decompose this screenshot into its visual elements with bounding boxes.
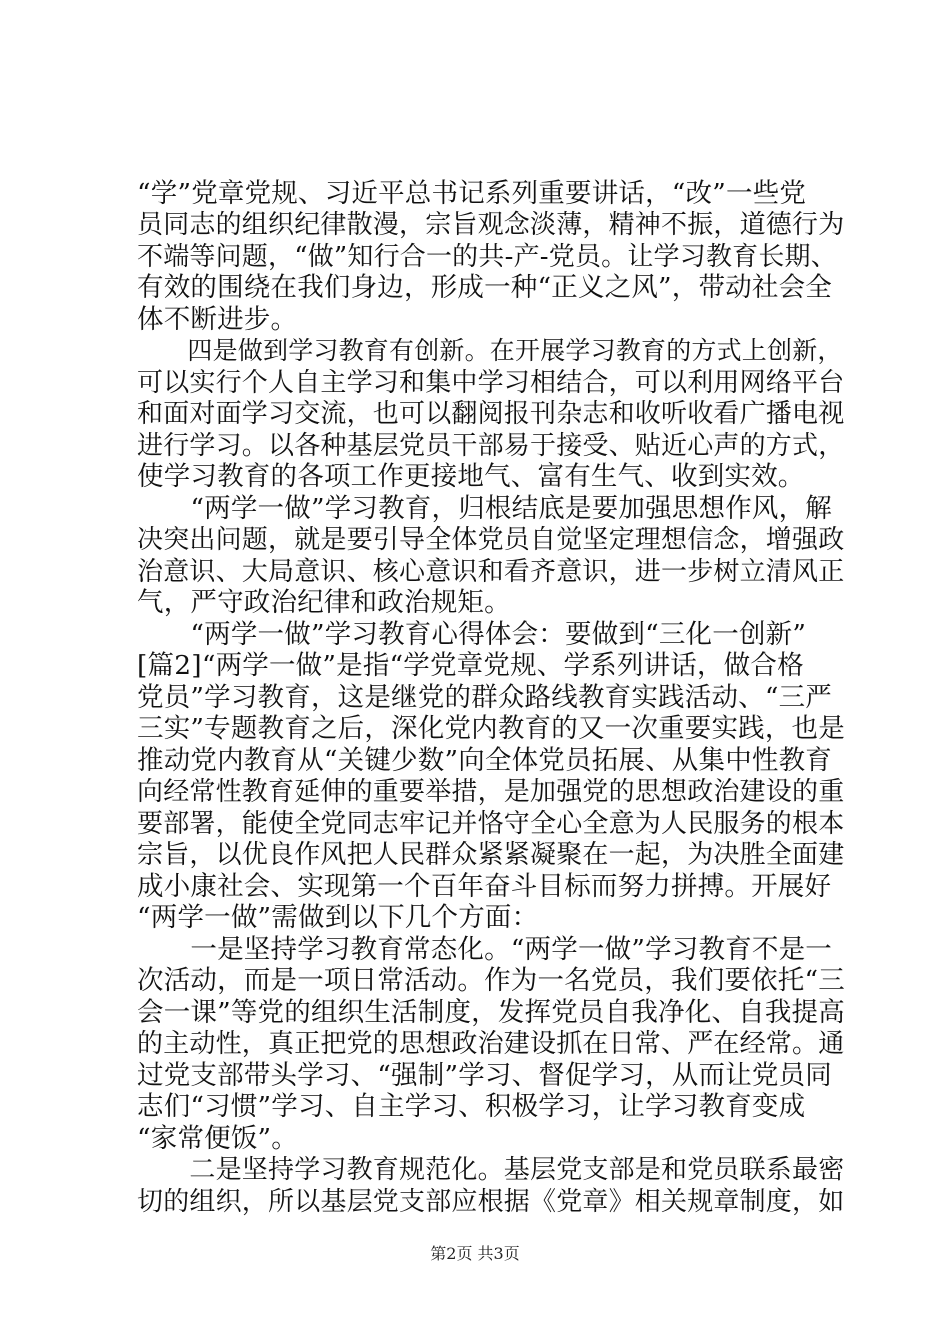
- text-line: 四是做到学习教育有创新。在开展学习教育的方式上创新，: [137, 336, 843, 365]
- text-line: 推动党内教育从“关键少数”向全体党员拓展、从集中性教育: [137, 745, 832, 776]
- text-line: 一是坚持学习教育常态化。“两学一做”学习教育不是一: [137, 934, 832, 965]
- text-line: 过党支部带头学习、“强制”学习、督促学习，从而让党员同: [137, 1060, 832, 1091]
- text-line: 不端等问题，“做”知行合一的共-产-党员。让学习教育长期、: [137, 242, 837, 272]
- text-line: “两学一做”学习教育，归根结底是要加强思想作风，解: [137, 493, 832, 524]
- text-line: 党员”学习教育，这是继党的群众路线教育实践活动、“三严: [137, 682, 832, 713]
- text-line: “两学一做”学习教育心得体会：要做到“三化一创新”: [137, 619, 807, 650]
- text-line: 进行学习。以各种基层党员干部易于接受、贴近心声的方式，: [137, 431, 845, 461]
- text-line: 可以实行个人自主学习和集中学习相结合，可以利用网络平台: [137, 368, 845, 398]
- text-line: 切的组织，所以基层党支部应根据《党章》相关规章制度，如: [137, 1187, 845, 1217]
- text-line: 和面对面学习交流，也可以翻阅报刊杂志和收听收看广播电视: [137, 399, 845, 429]
- text-line: 向经常性教育延伸的重要举措，是加强党的思想政治建设的重: [137, 777, 845, 807]
- text-line: 三实”专题教育之后，深化党内教育的又一次重要实践，也是: [137, 713, 845, 744]
- text-line: “家常便饭”。: [137, 1123, 298, 1154]
- text-line: 要部署，能使全党同志牢记并恪守全心全意为人民服务的根本: [137, 809, 845, 839]
- text-line: 员同志的组织纪律散漫，宗旨观念淡薄，精神不振，道德行为: [137, 210, 845, 240]
- text-line: [篇2]“两学一做”是指“学党章党规、学系列讲话，做合格: [137, 650, 804, 681]
- text-line: 志们“习惯”学习、自主学习、积极学习，让学习教育变成: [137, 1091, 806, 1122]
- page-number: 第2页 共3页: [430, 1244, 520, 1263]
- text-line: 治意识、大局意识、核心意识和看齐意识，进一步树立清风正: [137, 557, 845, 587]
- page-footer: [0, 1244, 950, 1264]
- text-line: 决突出问题，就是要引导全体党员自觉坚定理想信念，增强政: [137, 525, 845, 555]
- text-line: 成小康社会、实现第一个百年奋斗目标而努力拼搏。开展好: [137, 871, 832, 902]
- text-line: 的主动性，真正把党的思想政治建设抓在日常、严在经常。通: [137, 1029, 845, 1059]
- text-line: 体不断进步。: [137, 304, 298, 335]
- text-line: 宗旨，以优良作风把人民群众紧紧凝聚在一起，为决胜全面建: [137, 840, 845, 870]
- text-line: 使学习教育的各项工作更接地气、富有生气、收到实效。: [137, 461, 805, 492]
- text-line: 会一课”等党的组织生活制度，发挥党员自我净化、自我提高: [137, 997, 845, 1028]
- text-line: 有效的围绕在我们身边，形成一种“正义之风”，带动社会全: [137, 272, 832, 303]
- text-line: 次活动，而是一项日常活动。作为一名党员，我们要依托“三: [137, 965, 845, 996]
- text-line: 气，严守政治纪律和政治规矩。: [137, 587, 511, 618]
- text-line: 二是坚持学习教育规范化。基层党支部是和党员联系最密: [137, 1155, 845, 1185]
- text-line: “学”党章党规、习近平总书记系列重要讲话，“改”一些党: [137, 178, 807, 209]
- text-line: “两学一做”需做到以下几个方面：: [137, 902, 539, 933]
